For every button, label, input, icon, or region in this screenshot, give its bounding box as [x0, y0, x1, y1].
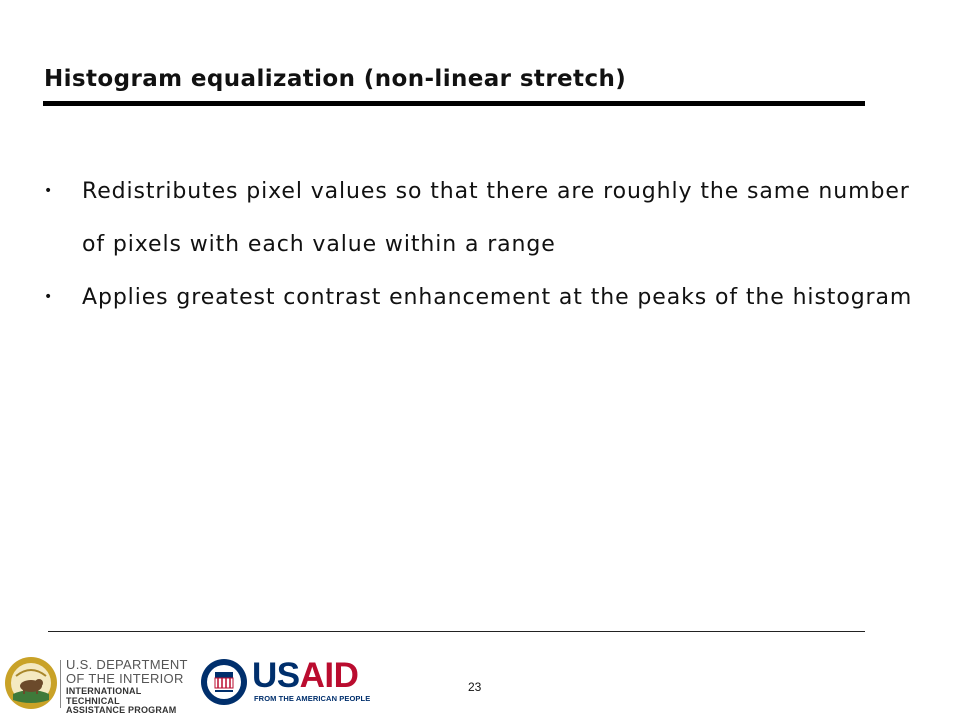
bullet-marker: •: [44, 289, 54, 305]
doi-line-4: ASSISTANCE PROGRAM: [66, 705, 177, 716]
doi-line-3: INTERNATIONAL TECHNICAL: [66, 686, 142, 706]
slide-title: Histogram equalization (non-linear stretch): [44, 66, 627, 92]
title-underline: [43, 101, 865, 106]
usaid-word-aid: AID: [299, 656, 359, 695]
usaid-tagline: FROM THE AMERICAN PEOPLE: [254, 694, 371, 703]
bullet-list: [44, 165, 924, 324]
footer-divider: [48, 631, 865, 632]
bullet-text: Applies greatest contrast enhancement at the peaks of the histogram: [82, 285, 913, 310]
usaid-wordmark: [252, 658, 358, 694]
bullet-item: [44, 165, 924, 271]
page-number: 23: [468, 680, 482, 694]
doi-line-1: U.S. DEPARTMENT: [66, 657, 188, 672]
doi-wordmark: [66, 658, 196, 716]
bullet-text: Redistributes pixel values so that there are roughly the same number of pixels with each value within a range: [82, 179, 910, 257]
usaid-word-us: US: [252, 656, 300, 695]
bullet-marker: •: [44, 183, 54, 199]
doi-seal-logo: [4, 656, 58, 710]
doi-line-2: OF THE INTERIOR: [66, 670, 184, 686]
bullet-item: [44, 271, 924, 324]
usaid-seal-logo: [200, 658, 248, 706]
doi-divider: [60, 660, 61, 708]
